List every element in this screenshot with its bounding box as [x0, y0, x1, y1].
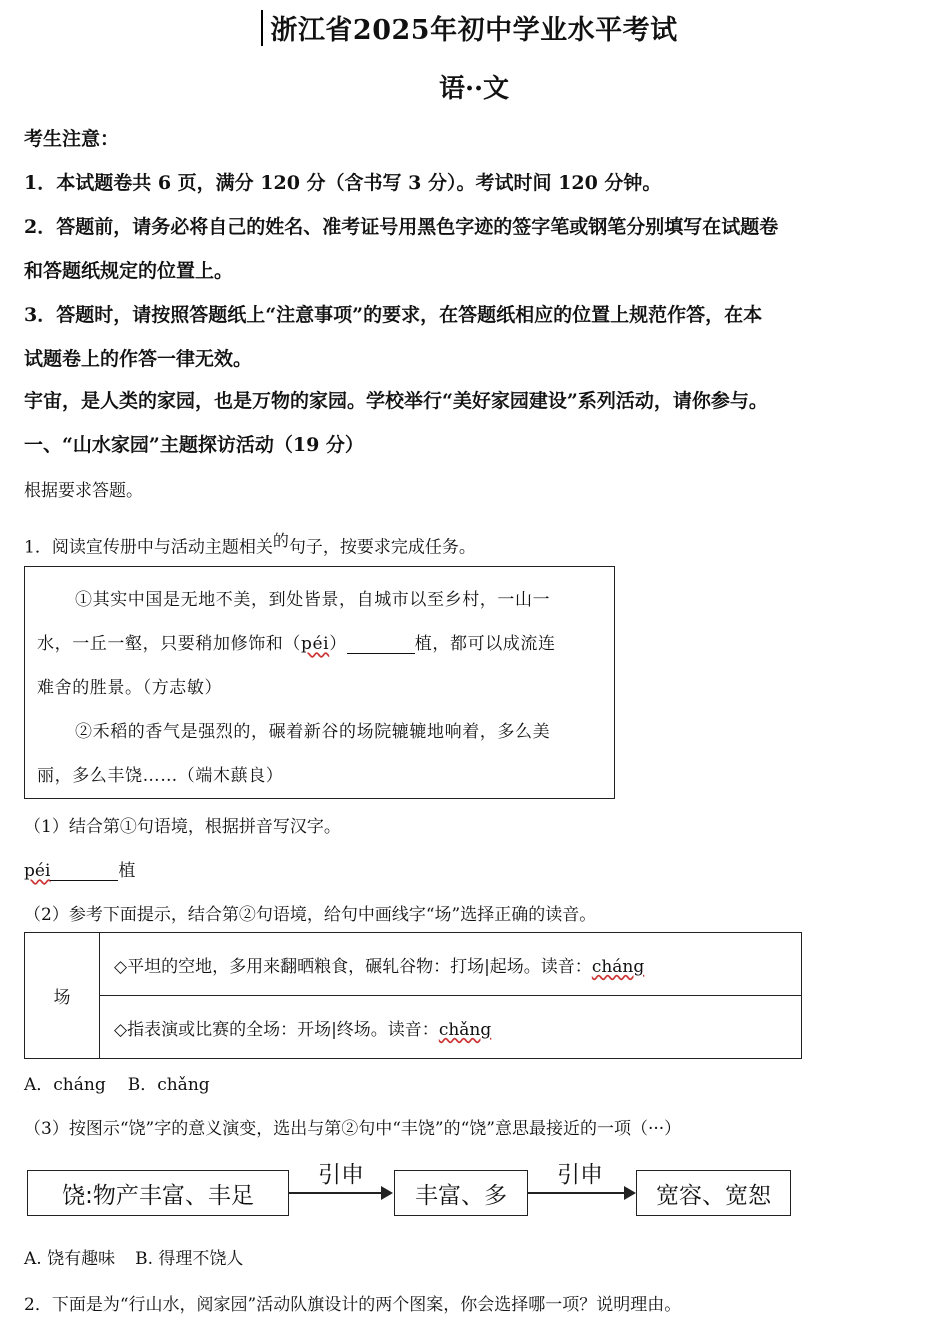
table-char-cell: 场	[25, 933, 100, 1059]
passage-box	[24, 566, 615, 799]
sub2-option-b[interactable]: B．chǎng	[127, 1075, 210, 1095]
intro-text: 宇宙，是人类的家园，也是万物的家园。学校举行“美好家园建设”系列活动，请你参与。	[24, 390, 768, 412]
table-row	[25, 996, 802, 1059]
flow-box-1: 饶:物产丰富、丰足	[27, 1170, 289, 1216]
sub2-option-a[interactable]: A．cháng	[24, 1075, 106, 1095]
sub3-options	[24, 1244, 924, 1269]
passage-s1-line3: 难舍的胜景。（方志敏）	[37, 678, 223, 698]
notice-item-3: 3．答题时，请按照答题纸上“注意事项”的要求，在答题纸相应的位置上规范作答，在本	[24, 304, 763, 326]
sub1-answer-blank[interactable]	[50, 879, 118, 881]
flow-arrow-1	[289, 1192, 391, 1194]
notice-item-3-cont: 试题卷上的作答一律无效。	[24, 348, 253, 370]
sub1-answer-line	[24, 856, 924, 881]
sub2-prompt: （2）参考下面提示，结合第②句语境，给句中画线字“场”选择正确的读音。	[24, 905, 597, 925]
flow-box-2: 丰富、多	[394, 1170, 528, 1216]
section1-instruction: 根据要求答题。	[24, 481, 143, 501]
q2-stem: 2．下面是为“行山水，阅家园”活动队旗设计的两个图案，你会选择哪一项？说明理由。	[24, 1295, 682, 1315]
meaning-flow-diagram	[0, 1150, 948, 1230]
table-row	[25, 933, 802, 996]
row1-text: ◇平坦的空地，多用来翻晒粮食，碾轧谷物：打场|起场。读音：	[114, 956, 592, 977]
passage-s1-line2-b: ）	[329, 634, 347, 654]
passage-s1-line2-c: 植，都可以成流连	[414, 634, 556, 654]
flow-arrow-2	[528, 1192, 634, 1194]
sub2-options	[24, 1070, 924, 1095]
section1-title: 一、“山水家园”主题探访活动（19 分）	[24, 434, 364, 456]
table-row2-cell	[100, 996, 802, 1059]
passage-blank[interactable]	[347, 652, 415, 654]
q1-stem-after: 句子，按要求完成任务。	[288, 537, 476, 558]
passage-s2-line2: 丽，多么丰饶……（端木蕻良）	[37, 766, 284, 786]
notice-item-2-cont: 和答题纸规定的位置上。	[24, 260, 234, 282]
notice-heading: 考生注意：	[24, 128, 120, 150]
q1-stem-sup: 的	[272, 531, 289, 550]
passage-s1-line1: ①其实中国是无地不美，到处皆景，自城市以至乡村，一山一	[75, 590, 551, 610]
passage-s1-line2	[37, 629, 556, 654]
passage-s1-line2-a: 水，一丘一壑，只要稍加修饰和（	[37, 634, 301, 654]
flow-box-3: 宽容、宽恕	[636, 1170, 791, 1216]
flow-label-2: 引申	[557, 1162, 603, 1188]
subject-title: 语··文	[438, 74, 510, 104]
q1-stem-before: 1．阅读宣传册中与活动主题相关	[24, 537, 273, 558]
row2-reading: chǎng	[438, 1019, 492, 1040]
flow-label-1: 引申	[318, 1162, 364, 1188]
passage-pinyin-pei: péi	[301, 634, 330, 654]
exam-title: 浙江省2025年初中学业水平考试	[270, 15, 678, 46]
table-row1-cell	[100, 933, 802, 996]
sub3-option-b[interactable]: B. 得理不饶人	[135, 1249, 244, 1269]
row1-reading: cháng	[591, 956, 645, 977]
notice-item-2: 2．答题前，请务必将自己的姓名、准考证号用黑色字迹的签字笔或钢笔分别填写在试题卷	[24, 216, 779, 238]
sub3-prompt: （3）按图示“饶”字的意义演变，选出与第②句中“丰饶”的“饶”意思最接近的一项（···）	[24, 1119, 682, 1139]
sub1-tail: 植	[118, 861, 136, 881]
sub1-prompt: （1）结合第①句语境，根据拼音写汉字。	[24, 817, 341, 837]
row2-text: ◇指表演或比赛的全场：开场|终场。读音：	[114, 1019, 439, 1040]
reading-table	[24, 932, 802, 1059]
passage-s2-line1: ②禾稻的香气是强烈的，碾着新谷的场院辘辘地响着，多么美	[75, 722, 551, 742]
q1-stem	[24, 528, 924, 558]
sub3-option-a[interactable]: A. 饶有趣味	[24, 1249, 116, 1269]
sub1-pinyin: péi	[24, 861, 51, 881]
notice-item-1: 1．本试题卷共 6 页，满分 120 分（含书写 3 分）。考试时间 120 分钟。	[24, 172, 662, 194]
